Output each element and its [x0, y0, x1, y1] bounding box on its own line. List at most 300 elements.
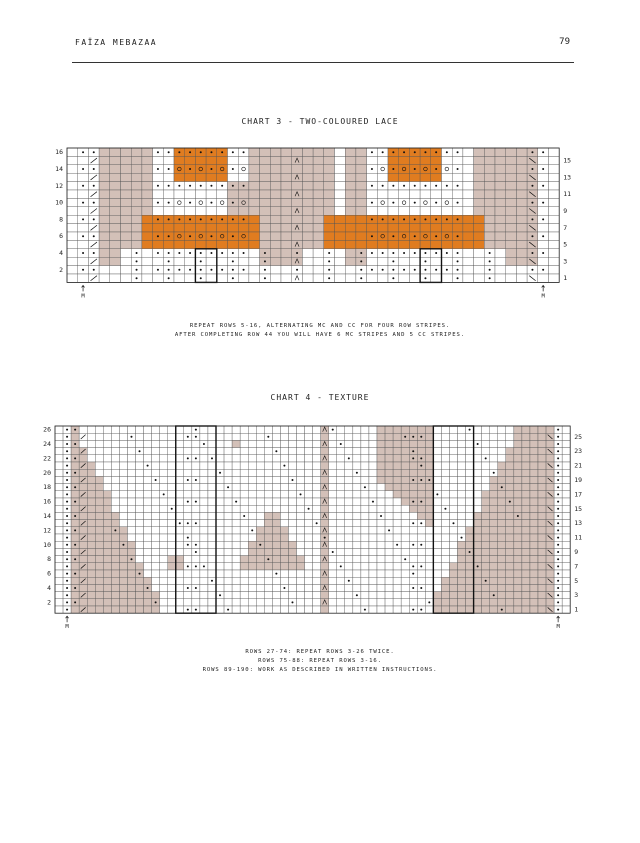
chart-cell	[71, 505, 79, 512]
chart-cell	[313, 606, 321, 613]
purl-symbol	[291, 601, 293, 603]
chart-cell	[377, 599, 385, 606]
chart-cell	[466, 592, 474, 599]
chart-cell	[184, 527, 192, 534]
chart-cell	[474, 541, 482, 548]
chart-cell	[240, 433, 248, 440]
chart-cell	[337, 455, 345, 462]
chart-cell	[288, 440, 296, 447]
purl-symbol	[557, 508, 559, 510]
purl-symbol	[501, 609, 503, 611]
chart-cell	[353, 606, 361, 613]
chart-cell	[305, 426, 313, 433]
chart-cell	[200, 541, 208, 548]
chart-cell	[55, 556, 63, 563]
chart-cell	[95, 455, 103, 462]
chart-cell	[321, 505, 329, 512]
chart-cell	[55, 520, 63, 527]
chart-cell	[482, 570, 490, 577]
chart-cell	[224, 527, 232, 534]
chart-cell	[232, 592, 240, 599]
chart-cell	[458, 563, 466, 570]
chart-cell	[425, 527, 433, 534]
chart-cell	[433, 520, 441, 527]
chart-cell	[490, 570, 498, 577]
chart-cell	[337, 534, 345, 541]
chart-cell	[224, 520, 232, 527]
chart-cell	[264, 469, 272, 476]
chart-cell	[441, 448, 449, 455]
chart-cell	[474, 505, 482, 512]
chart-cell	[361, 512, 369, 519]
chart-cell	[490, 448, 498, 455]
chart-cell	[216, 448, 224, 455]
chart-cell	[538, 541, 546, 548]
chart-cell	[538, 491, 546, 498]
chart-cell	[530, 433, 538, 440]
chart-cell	[345, 606, 353, 613]
row-number-left: 8	[47, 555, 51, 564]
chart-cell	[369, 426, 377, 433]
chart-cell	[176, 577, 184, 584]
chart-cell	[562, 570, 570, 577]
chart-cell	[482, 520, 490, 527]
chart-cell	[498, 433, 506, 440]
purl-symbol	[557, 544, 559, 546]
purl-symbol	[66, 609, 68, 611]
chart-cell	[87, 433, 95, 440]
chart-cell	[272, 462, 280, 469]
chart-cell	[297, 599, 305, 606]
chart-cell	[538, 534, 546, 541]
row-number-left: 2	[59, 265, 63, 274]
chart-cell	[224, 462, 232, 469]
purl-symbol	[66, 565, 68, 567]
chart-cell	[482, 469, 490, 476]
chart-cell	[176, 491, 184, 498]
chart-cell	[160, 440, 168, 447]
chart-cell	[498, 577, 506, 584]
chart-cell	[192, 505, 200, 512]
chart-cell	[152, 440, 160, 447]
chart-cell	[55, 592, 63, 599]
chart-cell	[152, 527, 160, 534]
chart-cell	[441, 563, 449, 570]
chart-cell	[425, 433, 433, 440]
chart-cell	[280, 577, 288, 584]
chart-cell	[87, 563, 95, 570]
chart-cell	[87, 455, 95, 462]
chart-cell	[441, 476, 449, 483]
chart-cell	[337, 599, 345, 606]
chart-cell	[506, 606, 514, 613]
chart-cell	[176, 484, 184, 491]
chart-cell	[87, 534, 95, 541]
chart-cell	[127, 462, 135, 469]
chart-cell	[385, 512, 393, 519]
chart-cell	[176, 440, 184, 447]
chart-cell	[87, 599, 95, 606]
chart-cell	[79, 469, 87, 476]
chart-cell	[522, 584, 530, 591]
chart-cell	[168, 520, 176, 527]
chart-cell	[482, 476, 490, 483]
chart-cell	[538, 462, 546, 469]
chart-cell	[506, 556, 514, 563]
chart-cell	[256, 556, 264, 563]
purl-symbol	[211, 580, 213, 582]
purl-symbol	[66, 601, 68, 603]
chart-cell	[305, 556, 313, 563]
chart-cell	[232, 491, 240, 498]
chart-cell	[224, 469, 232, 476]
purl-symbol	[187, 587, 189, 589]
purl-symbol	[557, 443, 559, 445]
chart-cell	[401, 469, 409, 476]
chart-cell	[562, 527, 570, 534]
purl-symbol	[155, 601, 157, 603]
purl-symbol	[187, 457, 189, 459]
chart-cell	[441, 541, 449, 548]
purl-symbol	[139, 450, 141, 452]
purl-symbol	[171, 508, 173, 510]
chart-cell	[393, 491, 401, 498]
chart-cell	[272, 505, 280, 512]
chart-cell	[256, 484, 264, 491]
chart-cell	[95, 484, 103, 491]
chart-cell	[280, 606, 288, 613]
row-number-right: 3	[563, 257, 568, 266]
chart-cell	[127, 476, 135, 483]
chart-cell	[305, 592, 313, 599]
chart-cell	[361, 599, 369, 606]
chart-cell	[297, 484, 305, 491]
row-number-right: 9	[563, 207, 568, 215]
chart-cell	[466, 570, 474, 577]
chart-cell	[506, 563, 514, 570]
chart-cell	[288, 448, 296, 455]
chart-cell	[200, 462, 208, 469]
chart-cell	[385, 570, 393, 577]
chart-cell	[393, 563, 401, 570]
chart-cell	[458, 599, 466, 606]
chart-cell	[385, 433, 393, 440]
purl-symbol	[283, 465, 285, 467]
chart-cell	[474, 491, 482, 498]
chart-cell	[401, 491, 409, 498]
chart-cell	[409, 534, 417, 541]
chart-cell	[208, 534, 216, 541]
chart-cell	[522, 476, 530, 483]
chart-cell	[264, 426, 272, 433]
chart-cell	[345, 440, 353, 447]
chart-cell	[522, 563, 530, 570]
chart-cell	[474, 455, 482, 462]
chart-cell	[562, 541, 570, 548]
chart-cell	[288, 570, 296, 577]
chart-cell	[305, 577, 313, 584]
chart-cell	[200, 556, 208, 563]
chart-cell	[449, 592, 457, 599]
chart-cell	[248, 534, 256, 541]
chart-cell	[152, 548, 160, 555]
chart-cell	[119, 469, 127, 476]
chart-cell	[425, 440, 433, 447]
chart-cell	[168, 541, 176, 548]
chart-cell	[353, 541, 361, 548]
chart-cell	[522, 577, 530, 584]
chart-cell	[433, 548, 441, 555]
chart-cell	[176, 527, 184, 534]
chart-cell	[224, 433, 232, 440]
chart-cell	[538, 584, 546, 591]
purl-symbol	[557, 436, 559, 438]
chart-cell	[176, 541, 184, 548]
chart-cell	[474, 520, 482, 527]
chart-cell	[55, 426, 63, 433]
purl-symbol	[227, 609, 229, 611]
chart-cell	[369, 577, 377, 584]
chart-cell	[176, 592, 184, 599]
chart-cell	[401, 606, 409, 613]
chart-cell	[562, 534, 570, 541]
chart-cell	[441, 527, 449, 534]
chart-cell	[144, 570, 152, 577]
chart-cell	[441, 584, 449, 591]
chart-cell	[144, 512, 152, 519]
chart-cell	[192, 599, 200, 606]
chart-cell	[152, 541, 160, 548]
chart-cell	[417, 592, 425, 599]
chart-cell	[538, 440, 546, 447]
chart-cell	[522, 548, 530, 555]
chart-cell	[417, 534, 425, 541]
chart-cell	[192, 512, 200, 519]
chart-cell	[425, 491, 433, 498]
chart-cell	[449, 476, 457, 483]
purl-symbol	[412, 479, 414, 481]
chart-cell	[425, 462, 433, 469]
chart-cell	[433, 462, 441, 469]
chart-cell	[353, 455, 361, 462]
chart-cell	[240, 505, 248, 512]
chart-cell	[321, 491, 329, 498]
chart-cell	[449, 505, 457, 512]
chart-cell	[313, 541, 321, 548]
chart-cell	[514, 592, 522, 599]
chart-cell	[144, 548, 152, 555]
chart-cell	[160, 426, 168, 433]
chart-cell	[305, 491, 313, 498]
chart-cell	[95, 476, 103, 483]
marker-label: M	[556, 624, 560, 631]
chart-cell	[192, 527, 200, 534]
chart-cell	[95, 505, 103, 512]
chart-cell	[482, 505, 490, 512]
chart-cell	[313, 512, 321, 519]
chart-cell	[297, 455, 305, 462]
purl-symbol	[195, 429, 197, 431]
purl-symbol	[66, 486, 68, 488]
chart-cell	[482, 426, 490, 433]
chart-cell	[297, 584, 305, 591]
chart-cell	[87, 577, 95, 584]
chart-cell	[305, 599, 313, 606]
chart-cell	[417, 469, 425, 476]
chart-cell	[136, 599, 144, 606]
chart-cell	[232, 505, 240, 512]
chart-cell	[192, 534, 200, 541]
purl-symbol	[557, 565, 559, 567]
chart-cell	[95, 606, 103, 613]
purl-symbol	[195, 457, 197, 459]
chart-cell	[458, 584, 466, 591]
chart-cell	[288, 584, 296, 591]
purl-symbol	[380, 515, 382, 517]
chart-cell	[433, 433, 441, 440]
chart-cell	[216, 462, 224, 469]
chart-cell	[562, 548, 570, 555]
chart-cell	[111, 462, 119, 469]
chart-cell	[119, 570, 127, 577]
chart-cell	[425, 592, 433, 599]
chart-cell	[425, 556, 433, 563]
chart-cell	[369, 462, 377, 469]
chart-cell	[530, 426, 538, 433]
chart-cell	[514, 548, 522, 555]
chart-cell	[232, 534, 240, 541]
chart-cell	[127, 455, 135, 462]
chart-cell	[103, 426, 111, 433]
chart-cell	[272, 584, 280, 591]
chart-cell	[184, 592, 192, 599]
chart-cell	[401, 592, 409, 599]
chart-cell	[377, 577, 385, 584]
chart-cell	[353, 491, 361, 498]
chart-cell	[506, 469, 514, 476]
chart-cell	[216, 527, 224, 534]
chart-cell	[256, 448, 264, 455]
purl-symbol	[557, 609, 559, 611]
chart-cell	[111, 505, 119, 512]
chart-cell	[297, 570, 305, 577]
chart-cell	[103, 592, 111, 599]
chart-cell	[264, 541, 272, 548]
chart-cell	[466, 563, 474, 570]
chart-cell	[393, 505, 401, 512]
purl-symbol	[74, 601, 76, 603]
purl-symbol	[517, 515, 519, 517]
purl-symbol	[203, 443, 205, 445]
chart-cell	[409, 505, 417, 512]
chart-cell	[385, 426, 393, 433]
chart-cell	[111, 592, 119, 599]
chart-cell	[433, 448, 441, 455]
chart-cell	[152, 505, 160, 512]
chart-cell	[256, 570, 264, 577]
chart-cell	[127, 606, 135, 613]
chart-cell	[449, 570, 457, 577]
chart-cell	[232, 440, 240, 447]
chart-cell	[538, 512, 546, 519]
purl-symbol	[444, 508, 446, 510]
chart-cell	[329, 599, 337, 606]
chart-cell	[441, 520, 449, 527]
chart-cell	[305, 469, 313, 476]
chart-cell	[103, 484, 111, 491]
chart-cell	[103, 527, 111, 534]
chart-cell	[240, 455, 248, 462]
chart-cell	[562, 498, 570, 505]
chart-cell	[321, 577, 329, 584]
chart-cell	[506, 527, 514, 534]
chart-cell	[168, 556, 176, 563]
chart-cell	[184, 440, 192, 447]
chart-cell	[272, 520, 280, 527]
marker-label: M	[81, 293, 85, 300]
chart-cell	[490, 534, 498, 541]
chart-cell	[361, 527, 369, 534]
chart-cell	[482, 563, 490, 570]
chart-cell	[216, 599, 224, 606]
chart-cell	[345, 584, 353, 591]
chart-cell	[393, 520, 401, 527]
chart-cell	[506, 476, 514, 483]
chart-cell	[55, 534, 63, 541]
chart4-note-2: ROWS 75-88: REPEAT ROWS 3-16.	[258, 658, 382, 664]
chart-cell	[184, 556, 192, 563]
chart-cell	[200, 491, 208, 498]
purl-symbol	[187, 522, 189, 524]
chart-cell	[248, 440, 256, 447]
chart-cell	[216, 498, 224, 505]
chart-cell	[111, 469, 119, 476]
chart-cell	[95, 462, 103, 469]
chart-cell	[313, 433, 321, 440]
chart-cell	[216, 512, 224, 519]
chart-cell	[369, 570, 377, 577]
chart-cell	[144, 469, 152, 476]
purl-symbol	[130, 436, 132, 438]
chart-cell	[329, 469, 337, 476]
chart-cell	[361, 433, 369, 440]
chart-cell	[433, 570, 441, 577]
chart-cell	[95, 440, 103, 447]
chart-cell	[127, 448, 135, 455]
chart-cell	[474, 534, 482, 541]
purl-symbol	[243, 515, 245, 517]
chart-cell	[232, 570, 240, 577]
chart-cell	[144, 505, 152, 512]
chart-cell	[361, 462, 369, 469]
chart-cell	[393, 498, 401, 505]
chart-cell	[377, 505, 385, 512]
chart-cell	[538, 570, 546, 577]
purl-symbol	[557, 501, 559, 503]
chart-cell	[385, 592, 393, 599]
chart-cell	[256, 520, 264, 527]
chart-cell	[111, 512, 119, 519]
chart-cell	[192, 556, 200, 563]
chart-cell	[160, 448, 168, 455]
chart-cell	[288, 484, 296, 491]
purl-symbol	[66, 537, 68, 539]
chart-cell	[119, 592, 127, 599]
chart-cell	[337, 469, 345, 476]
chart-cell	[55, 440, 63, 447]
purl-symbol	[557, 580, 559, 582]
purl-symbol	[404, 558, 406, 560]
